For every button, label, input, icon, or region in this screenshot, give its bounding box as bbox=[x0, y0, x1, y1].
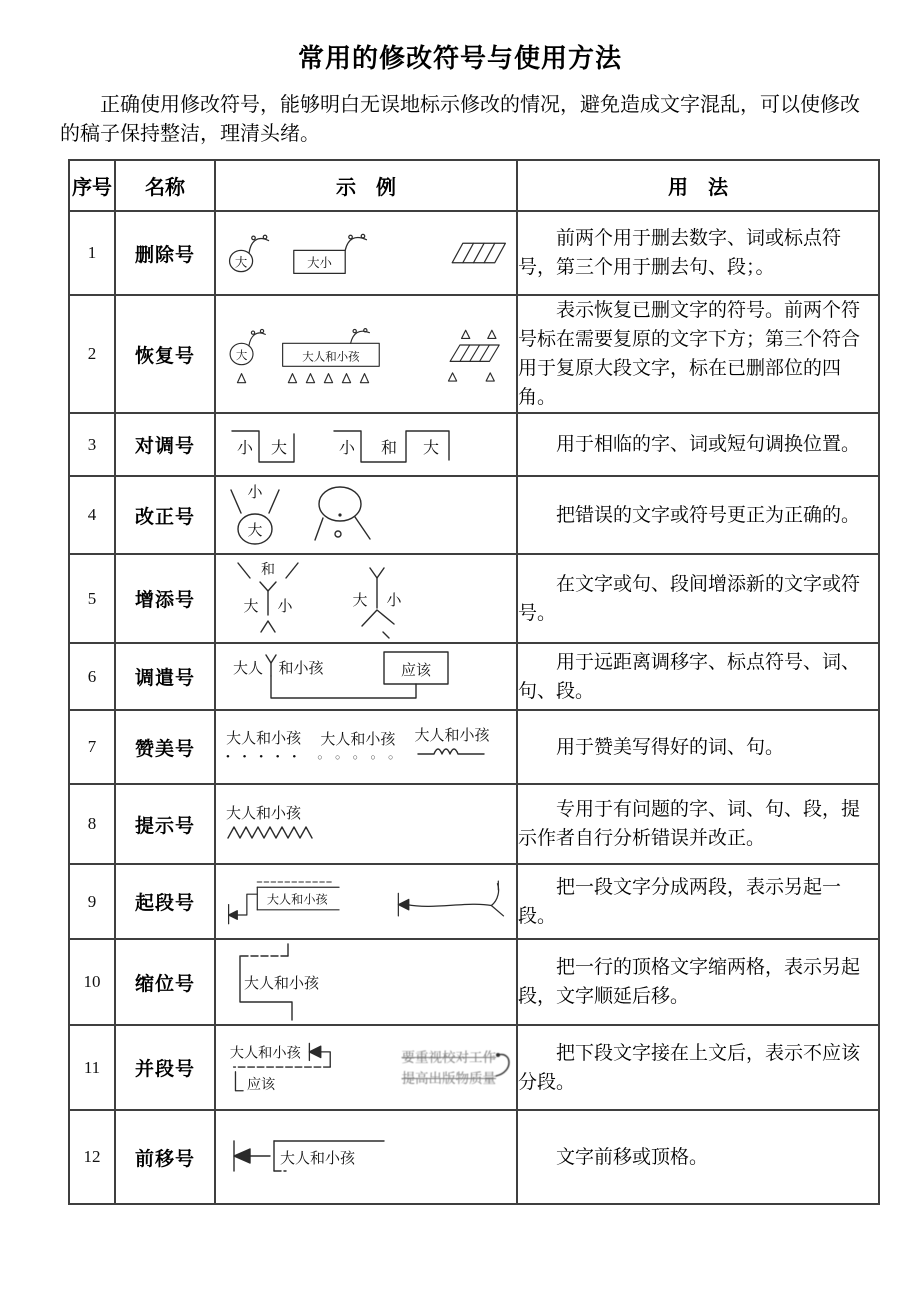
table-row bbox=[69, 476, 879, 554]
table-row bbox=[69, 939, 879, 1025]
insert-caret-symbol bbox=[336, 556, 420, 642]
header-cell-index: 序号 bbox=[69, 160, 115, 211]
praise-circles: ○ ○ ○ ○ ○ bbox=[317, 751, 399, 762]
svg-text:小: 小 bbox=[236, 439, 254, 457]
svg-text:和小孩: 和小孩 bbox=[278, 660, 324, 677]
table-row bbox=[69, 413, 879, 476]
symbols-table bbox=[68, 159, 880, 1205]
row-usage: 文字前移或顶格。 bbox=[517, 1110, 879, 1204]
row-name: 调遣号 bbox=[115, 643, 215, 710]
delete-block-hatch-symbol bbox=[438, 236, 516, 270]
row-example bbox=[215, 710, 517, 784]
row-index: 9 bbox=[69, 864, 115, 939]
row-example bbox=[215, 554, 517, 643]
row-name: 赞美号 bbox=[115, 710, 215, 784]
row-example bbox=[215, 476, 517, 554]
row-usage: 前两个用于删去数字、词或标点符号，第三个用于删去句、段；。 bbox=[517, 211, 879, 295]
merge-example-struck-text: 要重视校对工作 提高出版物质量 bbox=[402, 1047, 517, 1089]
row-index: 11 bbox=[69, 1025, 115, 1110]
merge-curve bbox=[494, 1048, 516, 1084]
svg-text:大人和小孩: 大人和小孩 bbox=[229, 1045, 301, 1062]
row-index: 5 bbox=[69, 554, 115, 643]
new-paragraph-boxed-symbol bbox=[226, 873, 370, 931]
svg-text:应该: 应该 bbox=[400, 662, 432, 679]
row-example bbox=[215, 643, 517, 710]
row-usage: 把下段文字接在上文后，表示不应该分段。 bbox=[517, 1025, 879, 1110]
row-usage: 用于赞美写得好的词、句。 bbox=[517, 710, 879, 784]
indent-step-symbol bbox=[230, 940, 350, 1024]
table-row bbox=[69, 864, 879, 939]
row-index: 10 bbox=[69, 939, 115, 1025]
table-row bbox=[69, 554, 879, 643]
svg-text:大: 大 bbox=[243, 598, 259, 615]
row-example bbox=[215, 295, 517, 413]
row-usage: 用于相临的字、词或短句调换位置。 bbox=[517, 413, 879, 476]
svg-text:小: 小 bbox=[386, 592, 402, 609]
insert-caret-with-word-symbol bbox=[226, 558, 310, 640]
row-example bbox=[215, 1110, 517, 1204]
row-usage: 用于远距离调移字、标点符号、词、句、段。 bbox=[517, 643, 879, 710]
new-paragraph-arrow-symbol bbox=[394, 876, 516, 928]
table-row bbox=[69, 643, 879, 710]
row-index: 6 bbox=[69, 643, 115, 710]
svg-text:应该: 应该 bbox=[246, 1076, 276, 1093]
svg-text:大人和小孩: 大人和小孩 bbox=[302, 351, 360, 364]
row-index: 7 bbox=[69, 710, 115, 784]
table-row bbox=[69, 295, 879, 413]
svg-text:小: 小 bbox=[277, 598, 293, 615]
praise-dots: • • • • • bbox=[226, 750, 302, 763]
delete-boxed-word-symbol bbox=[292, 226, 370, 280]
page-title: 常用的修改符号与使用方法 bbox=[297, 43, 622, 73]
row-index: 4 bbox=[69, 476, 115, 554]
row-name: 并段号 bbox=[115, 1025, 215, 1110]
table-row bbox=[69, 1110, 879, 1204]
praise-circles-symbol: 大人和小孩 ○ ○ ○ ○ ○ bbox=[317, 731, 399, 762]
move-far-symbol bbox=[226, 646, 488, 708]
table-header-row bbox=[69, 160, 879, 211]
svg-text:小: 小 bbox=[247, 485, 263, 501]
svg-text:大: 大 bbox=[235, 349, 248, 362]
row-usage: 表示恢复已删文字的符号。前两个符号标在需要复原的文字下方；第三个符合用于复原大段文字，标在已删部位的四角。 bbox=[517, 295, 879, 413]
row-name: 增添号 bbox=[115, 554, 215, 643]
svg-text:大: 大 bbox=[352, 592, 368, 609]
svg-text:大小: 大小 bbox=[306, 256, 332, 271]
row-usage: 把错误的文字或符号更正为正确的。 bbox=[517, 476, 879, 554]
merge-paragraph-symbol bbox=[226, 1034, 380, 1102]
svg-text:大人和小孩: 大人和小孩 bbox=[266, 892, 328, 907]
restore-boxed-word-symbol bbox=[281, 315, 405, 393]
move-forward-symbol bbox=[226, 1131, 406, 1183]
row-example bbox=[215, 413, 517, 476]
row-name: 提示号 bbox=[115, 784, 215, 864]
row-example bbox=[215, 1025, 517, 1110]
row-index: 8 bbox=[69, 784, 115, 864]
table-row bbox=[69, 211, 879, 295]
restore-circled-char-symbol bbox=[226, 315, 267, 393]
table-row bbox=[69, 1025, 879, 1110]
svg-text:和: 和 bbox=[380, 439, 398, 457]
svg-text:和: 和 bbox=[261, 562, 275, 578]
row-example bbox=[215, 939, 517, 1025]
correct-loop-symbol bbox=[310, 478, 376, 552]
row-name: 改正号 bbox=[115, 476, 215, 554]
swap-three-chars-symbol bbox=[330, 422, 458, 468]
svg-text:大人: 大人 bbox=[232, 660, 264, 677]
svg-text:大: 大 bbox=[270, 439, 288, 457]
correct-balloon-symbol bbox=[226, 478, 288, 552]
row-index: 1 bbox=[69, 211, 115, 295]
svg-text:大人和小孩: 大人和小孩 bbox=[244, 976, 320, 992]
row-index: 2 bbox=[69, 295, 115, 413]
svg-text:小: 小 bbox=[338, 439, 356, 457]
row-name: 恢复号 bbox=[115, 295, 215, 413]
row-example bbox=[215, 784, 517, 864]
row-usage: 把一行的顶格文字缩两格，表示另起段，文字顺延后移。 bbox=[517, 939, 879, 1025]
header-cell-name: 名称 bbox=[115, 160, 215, 211]
row-example bbox=[215, 864, 517, 939]
row-usage: 专用于有问题的字、词、句、段，提示作者自行分析错误并改正。 bbox=[517, 784, 879, 864]
header-cell-usage: 用 法 bbox=[517, 160, 879, 211]
row-index: 3 bbox=[69, 413, 115, 476]
delete-circled-char-symbol bbox=[226, 226, 274, 280]
intro-paragraph: 正确使用修改符号，能够明白无误地标示修改的情况，避免造成文字混乱，可以使修改的稿子保持整洁，理清头绪。 bbox=[60, 94, 860, 145]
row-name: 起段号 bbox=[115, 864, 215, 939]
row-name: 前移号 bbox=[115, 1110, 215, 1204]
svg-text:大: 大 bbox=[234, 255, 248, 270]
hint-zigzag-symbol: 大人和小孩 bbox=[226, 807, 322, 841]
row-example bbox=[215, 211, 517, 295]
row-usage: 在文字或句、段间增添新的文字或符号。 bbox=[517, 554, 879, 643]
svg-text:大: 大 bbox=[422, 439, 440, 457]
svg-text:大人和小孩: 大人和小孩 bbox=[280, 1151, 356, 1167]
row-name: 缩位号 bbox=[115, 939, 215, 1025]
praise-dots-symbol: 大人和小孩 • • • • • bbox=[226, 730, 302, 763]
table-row bbox=[69, 784, 879, 864]
header-cell-example: 示 例 bbox=[215, 160, 517, 211]
row-name: 删除号 bbox=[115, 211, 215, 295]
restore-block-corners-symbol bbox=[437, 315, 516, 393]
zigzag-underline bbox=[226, 824, 322, 841]
table-row bbox=[69, 710, 879, 784]
swap-two-chars-symbol bbox=[226, 422, 306, 468]
row-usage: 把一段文字分成两段，表示另起一段。 bbox=[517, 864, 879, 939]
row-index: 12 bbox=[69, 1110, 115, 1204]
loop-underline bbox=[416, 744, 488, 758]
row-name: 对调号 bbox=[115, 413, 215, 476]
svg-text:大: 大 bbox=[247, 523, 263, 539]
praise-loops-symbol: 大人和小孩 bbox=[414, 729, 489, 758]
